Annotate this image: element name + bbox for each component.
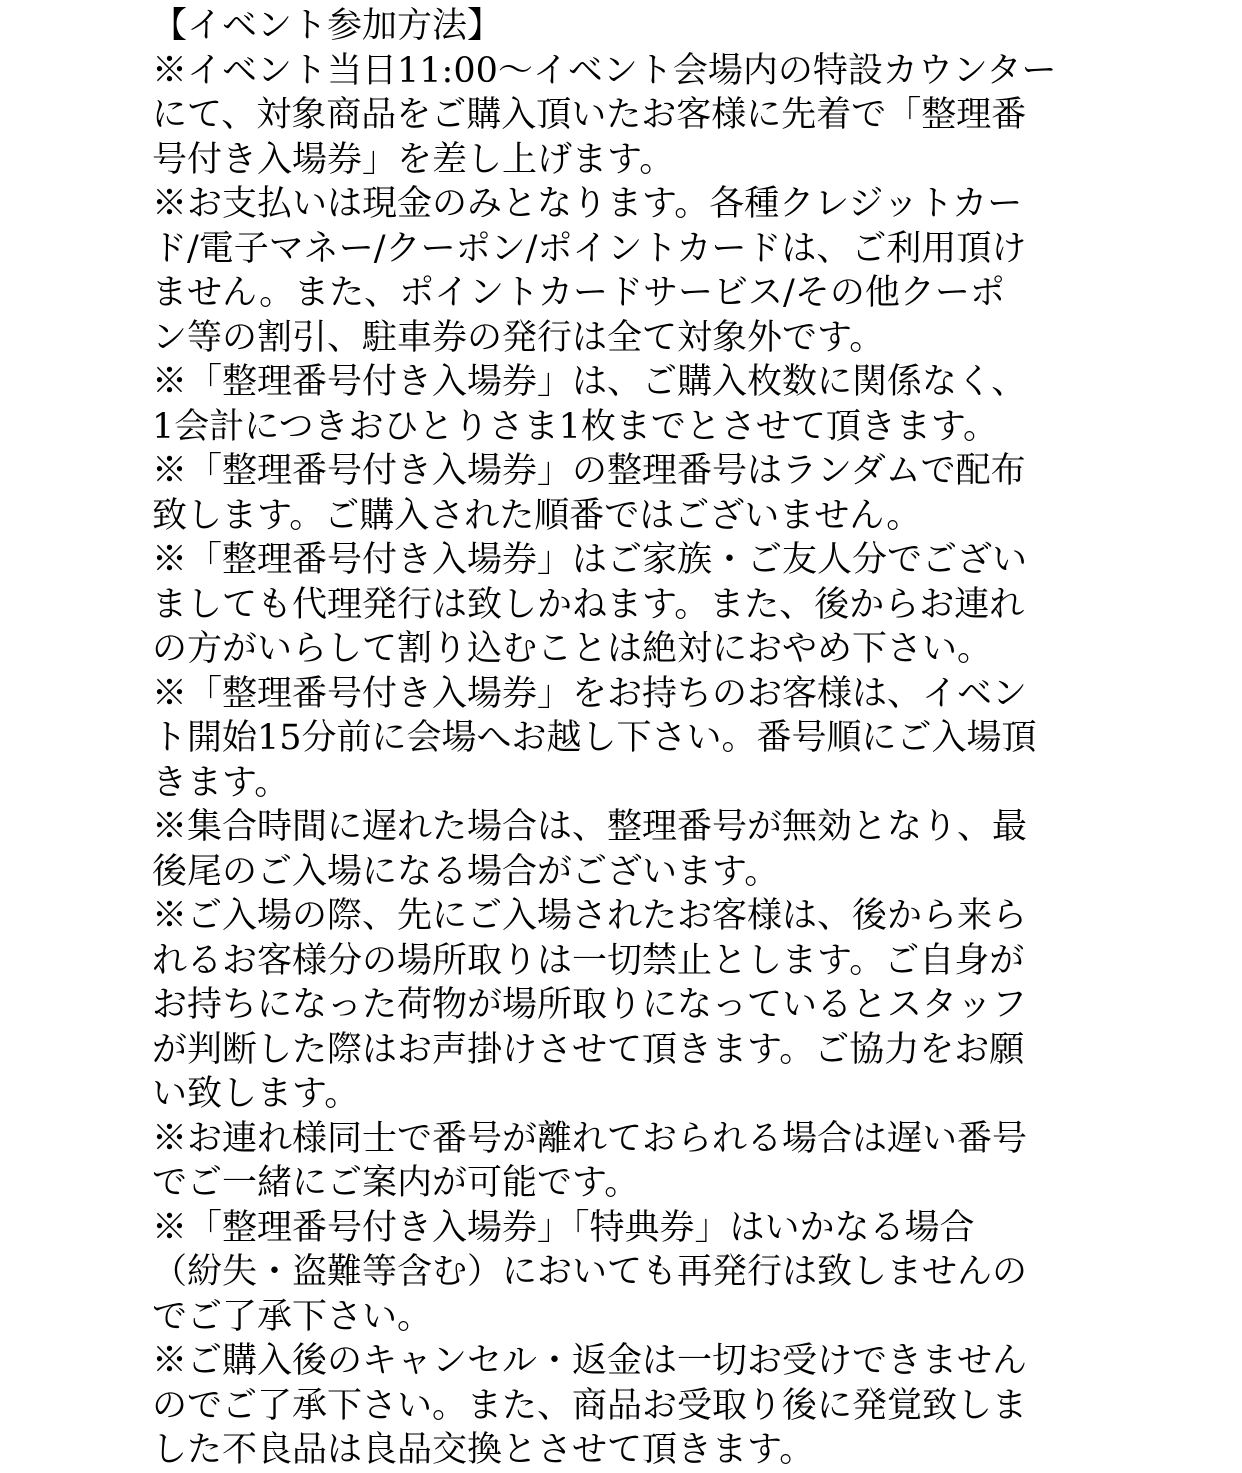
note-line: ※「整理番号付き入場券」「特典券」はいかなる場合 xyxy=(152,1207,975,1248)
note-line: ※「整理番号付き入場券」の整理番号はランダムで配布 xyxy=(152,451,1026,491)
note-no-seat-saving xyxy=(152,894,1092,1117)
note-line: ※お連れ様同士で番号が離れておられる場合は遅い番号 xyxy=(152,1118,1028,1159)
note-line: 1会計につきおひとりさま1枚までとさせて頂きます。 xyxy=(152,406,999,447)
note-line: い致します。 xyxy=(152,1074,360,1114)
note-payment xyxy=(152,182,1092,360)
note-line: でご一緒にご案内が可能です。 xyxy=(152,1163,640,1203)
note-late-arrival xyxy=(152,805,1092,894)
note-no-proxy xyxy=(152,538,1092,672)
note-line: ※お支払いは現金のみとなります。各種クレジットカー xyxy=(152,184,1023,224)
note-line: ましても代理発行は致しかねます。また、後からお連れ xyxy=(152,584,1025,625)
notes-list xyxy=(152,49,1092,1473)
note-line: ※イベント当日11:00〜イベント会場内の特設カウンター xyxy=(152,50,1057,91)
note-line: れるお客様分の場所取りは一切禁止とします。ご自身が xyxy=(152,940,1025,981)
note-arrival-time xyxy=(152,672,1092,806)
note-line: 致します。ご購入された順番ではございません。 xyxy=(152,495,922,536)
note-line: ません。また、ポイントカードサービス/その他クーポ xyxy=(152,273,1005,313)
note-line: 号付き入場券」を差し上げます。 xyxy=(152,139,675,180)
note-purchase-ticket xyxy=(152,49,1092,183)
note-line: きます。 xyxy=(152,762,290,803)
note-line: お持ちになった荷物が場所取りになっているとスタッフ xyxy=(152,985,1028,1025)
note-line: にて、対象商品をご購入頂いたお客様に先着で「整理番 xyxy=(152,95,1027,135)
note-random-numbers xyxy=(152,449,1092,538)
note-companions xyxy=(152,1117,1092,1206)
note-line: が判断した際はお声掛けさせて頂きます。ご協力をお願 xyxy=(152,1029,1025,1070)
note-line: ド/電子マネー/クーポン/ポイントカードは、ご利用頂け xyxy=(152,228,1027,269)
event-participation-notice xyxy=(152,0,1092,1471)
note-line: ※「整理番号付き入場券」をお持ちのお客様は、イベン xyxy=(152,673,1028,714)
note-no-refund xyxy=(152,1339,1092,1473)
note-line: した不良品は良品交換とさせて頂きます。 xyxy=(152,1430,815,1470)
note-no-reissue xyxy=(152,1206,1092,1340)
note-line: ※「整理番号付き入場券」は、ご購入枚数に関係なく、 xyxy=(152,362,1027,402)
note-line: （紛失・盗難等含む）においても再発行は致しませんの xyxy=(152,1252,1028,1292)
note-line: ※集合時間に遅れた場合は、整理番号が無効となり、最 xyxy=(152,807,1028,847)
note-line: ※ご入場の際、先にご入場されたお客様は、後から来ら xyxy=(152,896,1028,936)
note-line: のでご了承下さい。また、商品お受取り後に発覚致しま xyxy=(152,1385,1028,1426)
notice-title: 【イベント参加方法】 xyxy=(152,6,503,46)
note-one-per-person xyxy=(152,360,1092,449)
note-line: でご了承下さい。 xyxy=(152,1296,433,1337)
note-line: ト開始15分前に会場へお越し下さい。番号順にご入場頂 xyxy=(152,718,1037,758)
note-line: ※「整理番号付き入場券」はご家族・ご友人分でござい xyxy=(152,540,1028,580)
note-line: 後尾のご入場になる場合がございます。 xyxy=(152,851,780,892)
note-line: ン等の割引、駐車券の発行は全て対象外です。 xyxy=(152,317,885,358)
note-line: の方がいらして割り込むことは絶対におやめ下さい。 xyxy=(152,629,993,669)
note-line: ※ご購入後のキャンセル・返金は一切お受けできません xyxy=(152,1341,1028,1381)
